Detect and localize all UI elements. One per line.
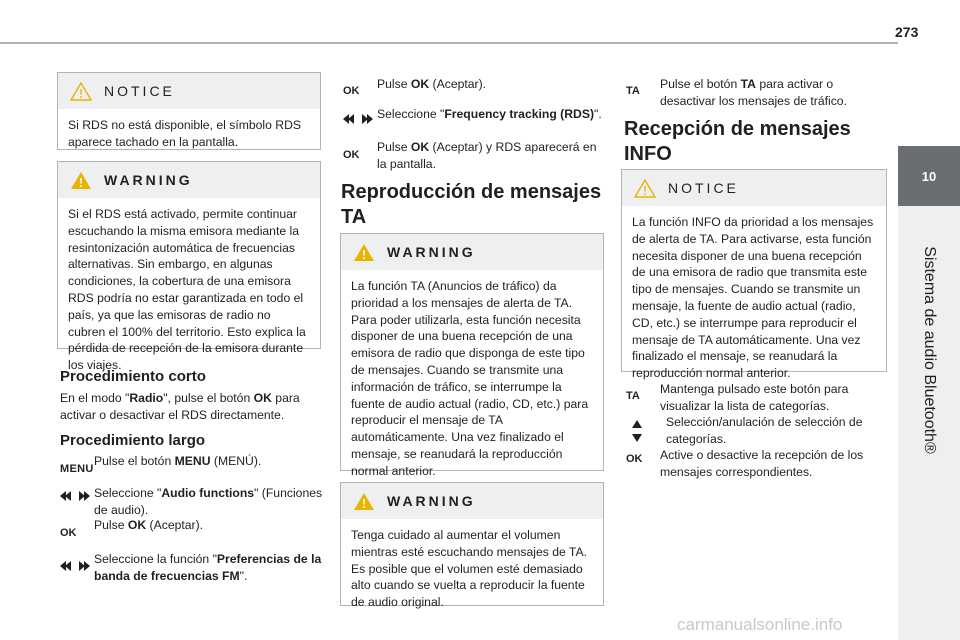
warning-title: WARNING <box>104 172 193 188</box>
chapter-tab[interactable]: 10 <box>898 146 960 206</box>
ok-button-icon: OK <box>626 453 643 465</box>
warning-text: La función TA (Anuncios de tráfico) da prioridad a los mensajes de alerta de TA. Para poder utilizarla, esta función necesita disponer de una buena recepción de una emisora de radio que disponga de este tipo de mensajes. Cuando se transmite una información de tráfico, se interrumpe la fuente de audio actual (radio, CD, etc.) para reproducir el mensaje de TA automáticamente. Una vez finalizado el mensaje, se reanudará la reproducción normal anterior. <box>351 279 589 478</box>
left-right-arrows-icon <box>60 485 94 519</box>
notice-box-rds <box>57 72 321 150</box>
notice-box-info <box>621 169 887 381</box>
short-procedure-text: En el modo "Radio", pulse el botón OK para activar o desactivar el RDS directamente. <box>60 391 300 422</box>
warning-text: Si el RDS está activado, permite continuar escuchando la misma emisora mediante la resintonización automática de frecuencias alternativas. Sin embargo, en algunas condiciones, la cobertura de una emisora RDS podría no estar garantizada en todo el país, ya que las emisoras de radio no cubren el 100% del territorio. Esto explica la pérdida de recepción de la emisora durante los viajes. <box>68 207 306 373</box>
info-messages-heading: Recepción de mensajes INFO <box>624 118 851 165</box>
step-audio-functions: Seleccione "Audio functions" (Funciones de audio). <box>60 485 324 519</box>
warning-triangle-icon <box>353 491 375 511</box>
warning-box-ta <box>340 233 604 478</box>
notice-text: Si RDS no está disponible, el símbolo RDS aparece tachado en la pantalla. <box>68 118 302 149</box>
warning-box-volume <box>340 482 604 610</box>
step-ta: TA Pulse el botón TA para activar o desactivar los mensajes de tráfico. <box>626 77 847 108</box>
menu-button-icon: MENU <box>60 463 94 475</box>
notice-text: La función INFO da prioridad a los mensajes de alerta de TA. Para activarse, esta función necesita disponer de una buena recepción de una emisora de radio que transmita este tipo de mensajes. Cuando se transmite un mensaje, la fuente de audio actual (radio, CD, etc.) se interrumpe para reproducir el mensaje de TA automáticamente. Una vez finalizado el mensaje, se reanudará la reproducción normal anterior. <box>632 215 874 381</box>
up-down-arrows-icon <box>626 414 666 448</box>
ta-button-icon: TA <box>626 390 640 402</box>
page-number: 273 <box>895 24 919 40</box>
ok-button-icon: OK <box>60 527 77 539</box>
step-ok-rds: OK Pulse OK (Aceptar) y RDS aparecerá en la pantalla. <box>343 140 597 171</box>
warning-title: WARNING <box>387 493 476 509</box>
step-activate-info: OK Active o desactive la recepción de los mensajes correspondientes. <box>626 448 864 479</box>
step-fm-preferences: Seleccione la función "Preferencias de la banda de frecuencias FM". <box>60 551 324 585</box>
short-procedure-heading: Procedimiento corto <box>60 368 206 385</box>
chapter-title: Sistema de audio Bluetooth® <box>921 246 938 454</box>
step-ok: OK Pulse OK (Aceptar). <box>60 518 204 539</box>
left-right-arrows-icon <box>60 551 94 585</box>
left-right-arrows-icon <box>343 106 377 124</box>
warning-title: WARNING <box>387 244 476 260</box>
notice-title: NOTICE <box>104 83 175 99</box>
ok-button-icon: OK <box>343 149 360 161</box>
step-ta-hold: TA Mantenga pulsado este botón para visualizar la lista de categorías. <box>626 382 849 413</box>
ta-button-icon: TA <box>626 85 640 97</box>
warning-triangle-icon <box>353 242 375 262</box>
notice-triangle-icon <box>70 81 92 101</box>
warning-text: Tenga cuidado al aumentar el volumen mientras esté escuchando mensajes de TA. Es posible que el volumen esté demasiado alto cuando se vuelta a reproducir la fuente de audio original. <box>351 528 587 610</box>
step-categories: Selección/anulación de selección de categorías. <box>626 414 890 448</box>
step-menu: MENU Pulse el botón MENU (MENÚ). <box>60 454 262 475</box>
ta-messages-heading: Reproducción de mensajes TA <box>341 181 602 228</box>
top-rule <box>0 42 898 44</box>
footer-watermark: carmanualsonline.info <box>677 615 843 634</box>
long-procedure-heading: Procedimiento largo <box>60 432 206 449</box>
ok-button-icon: OK <box>343 85 360 97</box>
step-frequency-tracking: Seleccione "Frequency tracking (RDS)". <box>343 106 605 124</box>
step-ok-col2: OK Pulse OK (Aceptar). <box>343 77 487 97</box>
notice-title: NOTICE <box>668 180 739 196</box>
warning-triangle-icon <box>70 170 92 190</box>
warning-box-rds <box>57 161 321 373</box>
notice-triangle-icon <box>634 178 656 198</box>
